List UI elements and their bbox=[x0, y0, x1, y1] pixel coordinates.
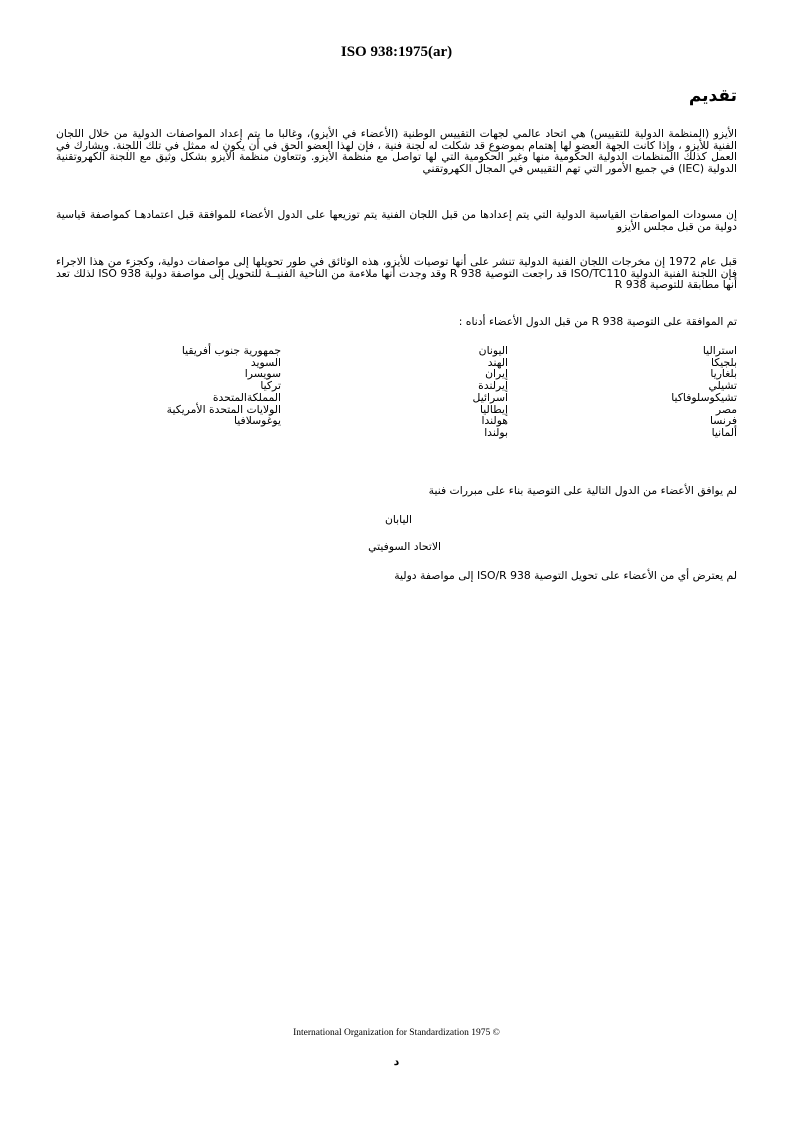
approval-intro: تم الموافقة على التوصية R 938 من قبل الدول الأعضاء أدناه : bbox=[458, 315, 737, 328]
country-item: تشيكوسلوفاكيا bbox=[671, 390, 737, 404]
no-objection-statement: لم يعترض أي من الأعضاء على تحويل التوصية ISO/R 938 إلى مواصفة دولية bbox=[394, 569, 737, 582]
document-id-header: ISO 938:1975(ar) bbox=[340, 44, 453, 60]
country-item: ألمانيا bbox=[711, 425, 737, 439]
country-item: استراليا bbox=[702, 344, 737, 357]
country-item: هولندا bbox=[481, 414, 508, 428]
country-item: الهند bbox=[487, 355, 508, 369]
country-item: إيرلندة bbox=[478, 379, 508, 393]
countries-column-2 bbox=[473, 345, 508, 439]
country-item: اسرائيل bbox=[472, 390, 508, 404]
country-item: تركيا bbox=[260, 379, 281, 393]
countries-column-3 bbox=[167, 345, 281, 427]
country-item: بلغاريا bbox=[710, 367, 737, 381]
country-item: بولندا bbox=[484, 425, 508, 439]
country-item: جمهورية جنوب أفريقيا bbox=[181, 344, 281, 357]
country-item: اليونان bbox=[478, 344, 508, 357]
page-number: د bbox=[393, 1055, 400, 1068]
country-item: فرنسا bbox=[709, 414, 737, 428]
countries-column-1 bbox=[671, 345, 737, 439]
copyright-footer: International Organization for Standardization 1975 © bbox=[293, 1028, 500, 1038]
country-item: الولايات المتحدة الأمريكية bbox=[166, 402, 281, 416]
disapproving-country: اليابان bbox=[384, 513, 412, 526]
country-item: السويد bbox=[250, 355, 281, 369]
foreword-paragraph-3: قبل عام 1972 إن مخرجات اللجان الفنية الدولية تنشر على أنها توصيات للأيزو، هذه الوثائق في طور تحويلها إلى مواصفات دولية، وكجزء من هذا الاجراء فإن اللجنة الفنية الدولية ISO/TC110 قد راجعت التوصية R 938 وقد وجدت أنها ملاءمة من الناحية الفنيــة للتحويل إلى مواصفة دولية ISO 938 لذلك تعد أنها مطابقة للتوصية R 938 bbox=[56, 255, 737, 292]
country-item: مصر bbox=[715, 402, 737, 416]
country-item: بلجيكا bbox=[710, 355, 737, 369]
country-item: سويسرا bbox=[244, 367, 281, 381]
disapproving-country: الاتحاد السوفيتي bbox=[368, 540, 441, 553]
country-item: تشيلي bbox=[708, 379, 737, 393]
country-item: يوغوسلافيا bbox=[233, 414, 281, 428]
disapproval-intro: لم يوافق الأعضاء من الدول التالية على التوصية بناء على مبررات فنية bbox=[428, 484, 737, 497]
country-item: المملكةالمتحدة bbox=[212, 390, 281, 404]
foreword-paragraph-1: الأيزو (المنظمة الدولية للتقييس) هي اتحاد عالمي لجهات التقييس الوطنية (الأعضاء في الأيزو)، وغالبا ما يتم إعداد المواصفات الدولية من خلال اللجان الفنية للأيزو ، وإذا كانت الجهة العضو لها إهتمام بموضوع قد شكلت له لجنة فنية ، فإن لهذا العضو الحق في أن يكون له ممثل في تلك اللجنة. ويشارك في العمل كذلك االمنظمات الدولية الحكومية منها وغير الحكومية التي لها تواصل مع منظمة الأيزو. وتتعاون منظمة الأيزو بشكل وثيق مع اللجنة الكهروتقنية الدولية (IEC) في جميع الأمور التي تهم التقييس في المجال الكهروتقني bbox=[56, 127, 737, 175]
country-item: إيران bbox=[485, 367, 508, 381]
foreword-paragraph-2: إن مسودات المواصفات القياسية الدولية التي يتم إعدادها من قبل اللجان الفنية يتم توزيعها على الدول الأعضاء للموافقة قبل اعتمادهـا كمواصفة قياسية دولية من قبل مجلس الأيزو bbox=[56, 208, 737, 233]
country-item: إيطاليا bbox=[480, 402, 508, 416]
page-title: تقديم bbox=[688, 86, 737, 106]
